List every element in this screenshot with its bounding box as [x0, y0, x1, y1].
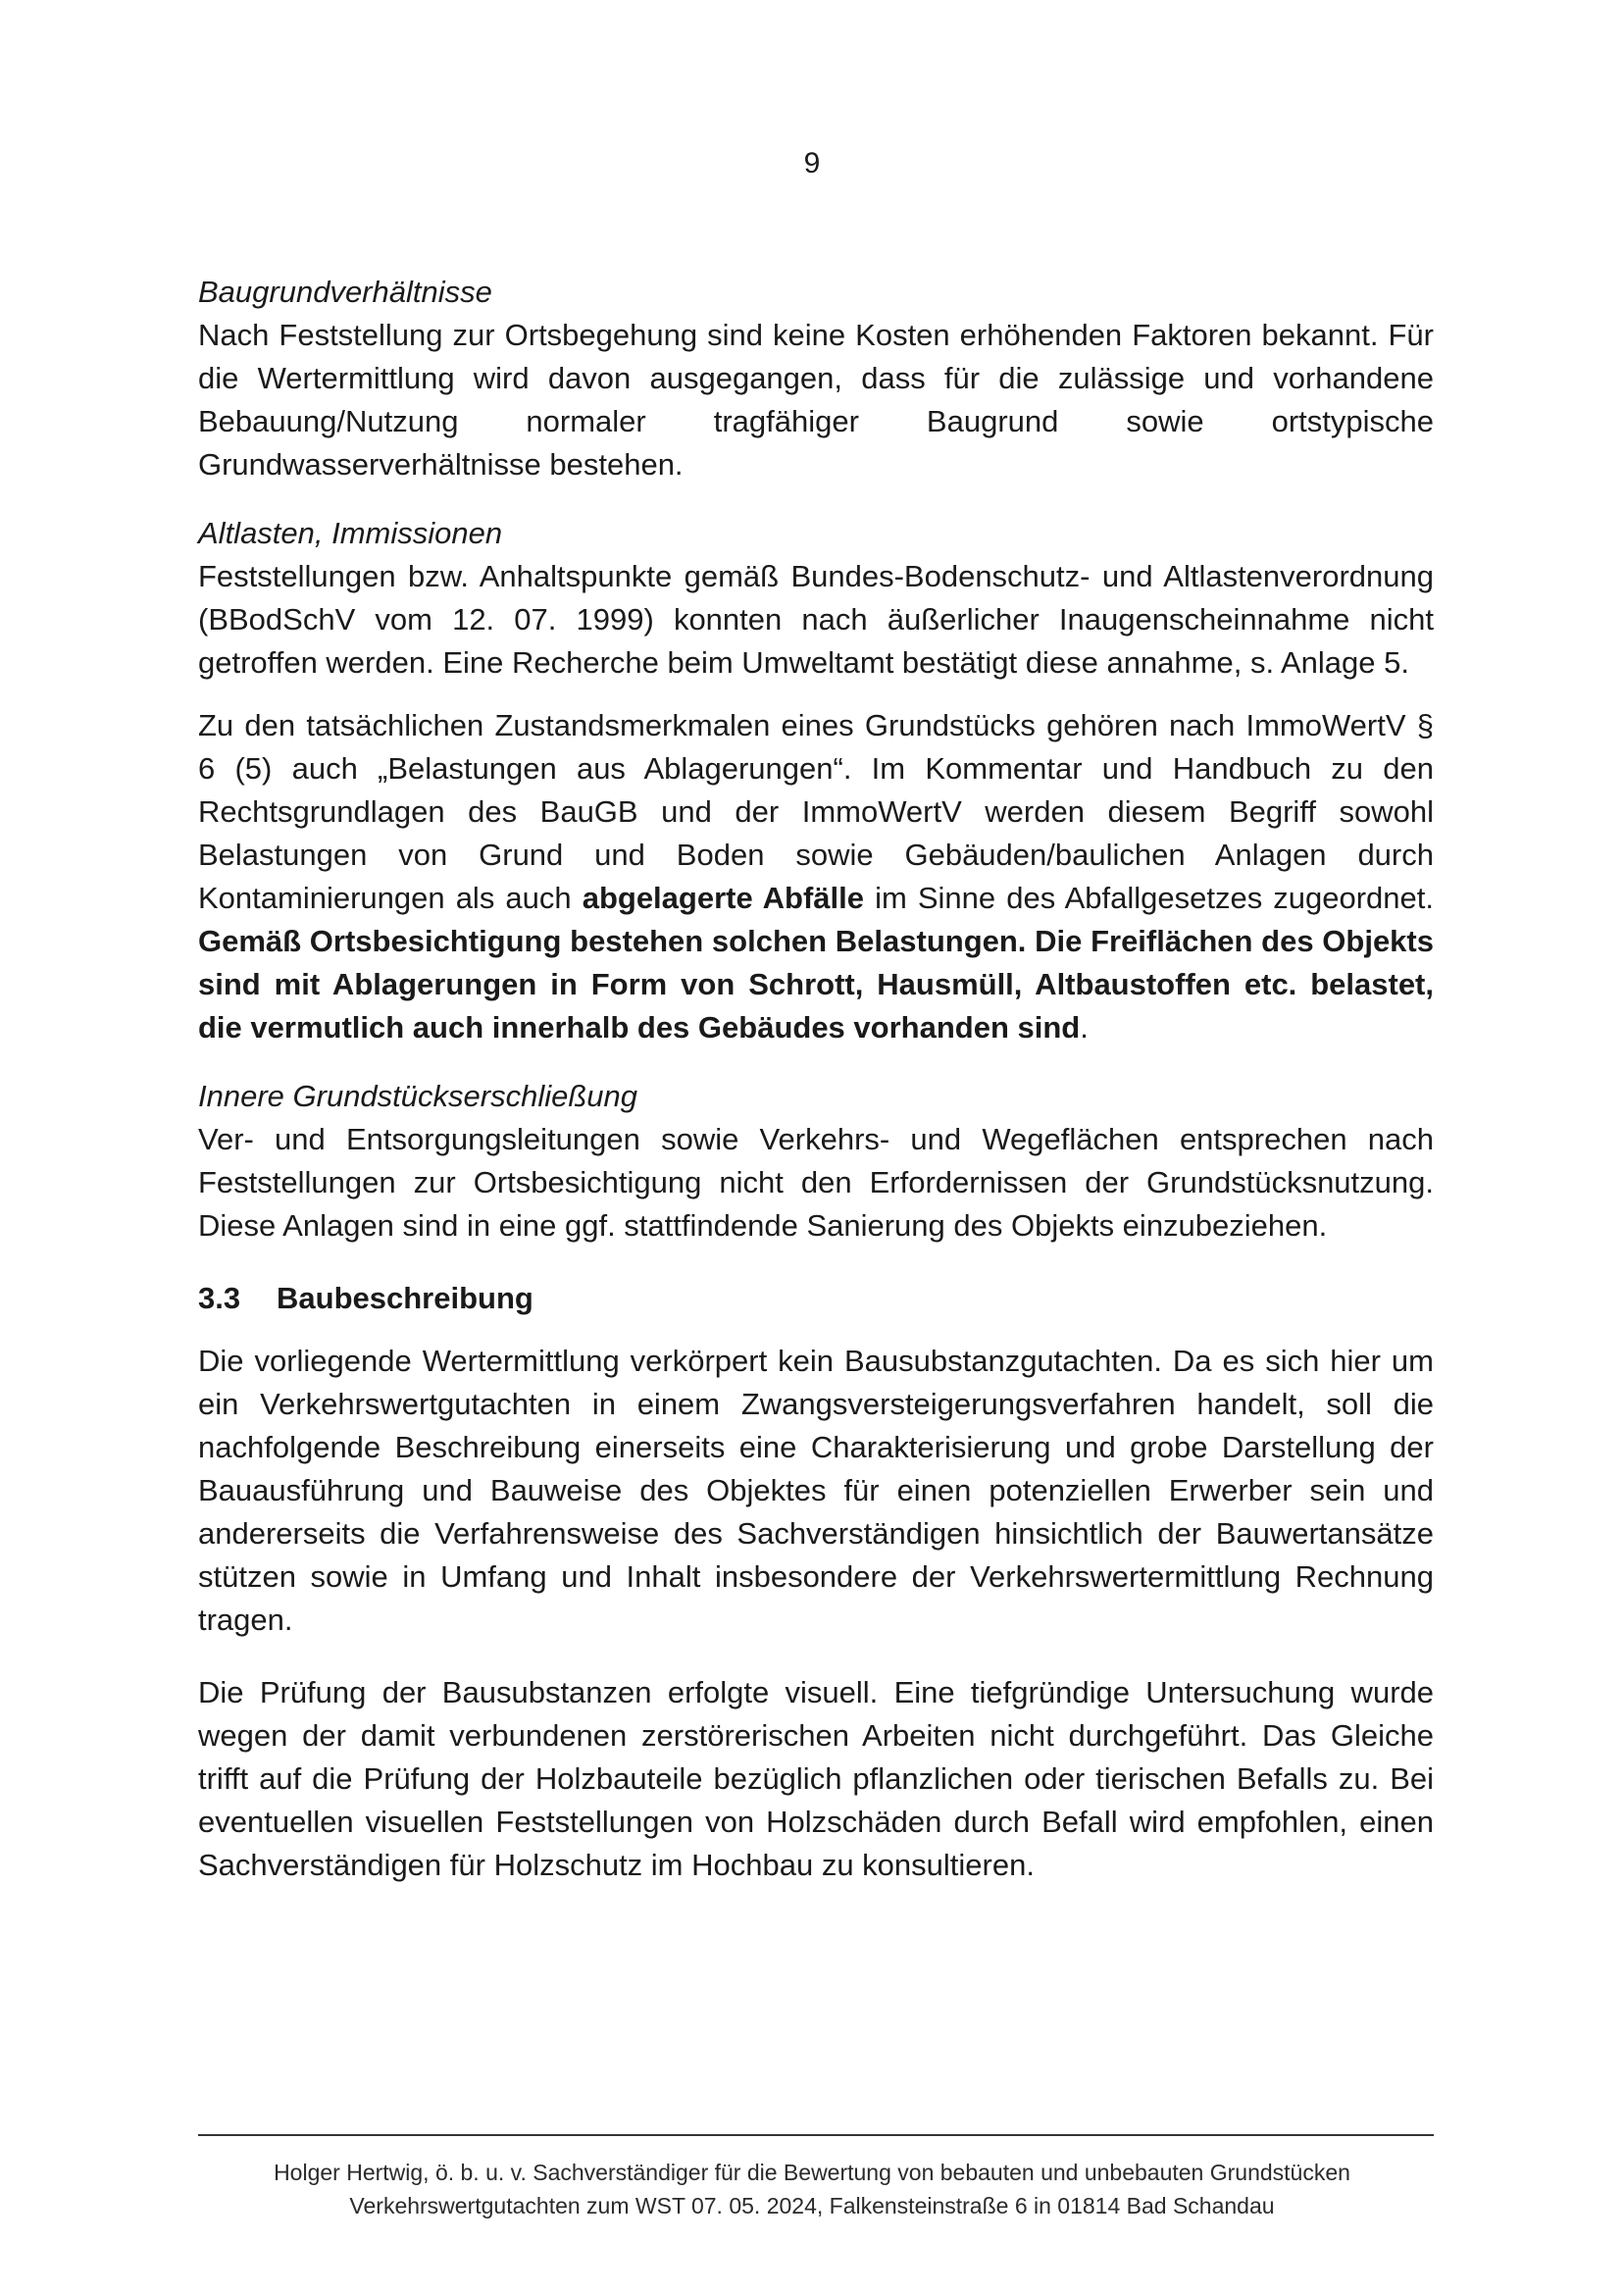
page-content [198, 271, 1434, 1887]
chapter-heading-baubeschreibung [198, 1277, 1434, 1320]
heading-baugrund: Baugrundverhältnisse [198, 275, 492, 309]
paragraph-baubeschreibung-1: Die vorliegende Wertermittlung verkörpert kein Bausubstanzgutachten. Da es sich hier um ein Verkehrswertgutachten in einem Zwangsversteigerungsverfahren handelt, soll die nachfolgende Beschreibung einerseits eine Charakterisierung und grobe Darstellung der Bauausführung und Bauweise des Objektes für einen potenziellen Erwerber sein und andererseits die Verfahrensweise des Sachverständigen hinsichtlich der Bauwertansätze stützen sowie in Umfang und Inhalt insbesondere der Verkehrswertermittlung Rechnung tragen. [198, 1344, 1434, 1637]
paragraph-baubeschreibung-2: Die Prüfung der Bausubstanzen erfolgte visuell. Eine tiefgründige Untersuchung wurde wegen der damit verbundenen zerstörerischen Arbeiten nicht durchgeführt. Das Gleiche trifft auf die Prüfung der Holzbauteile bezüglich pflanzlichen oder tierischen Befalls zu. Bei eventuellen visuellen Feststellungen von Holzschäden durch Befall wird empfohlen, einen Sachverständigen für Holzschutz im Hochbau zu konsultieren. [198, 1675, 1434, 1882]
page-number: 9 [803, 147, 821, 179]
altlasten-text-part1: Zu den tatsächlichen Zustandsmerkmalen eines Grundstücks gehören nach ImmoWertV § 6 (5) auch „Belastungen aus Ablagerungen“. Im Kommentar und Handbuch zu den Rechtsgrundlagen des BauGB und der ImmoWertV werden diesem Begriff sowohl Belastungen von Grund und Boden sowie Gebäuden/baulichen Anlagen durch Kontaminierungen als auch [198, 708, 1434, 915]
paragraph-altlasten-1: Feststellungen bzw. Anhaltspunkte gemäß Bundes-Bodenschutz- und Altlastenverordnung (BBodSchV vom 12. 07. 1999) konnten nach äußerlicher Inaugenscheinnahme nicht getroffen werden. Eine Recherche beim Umweltamt bestätigt diese annahme, s. Anlage 5. [198, 559, 1434, 680]
altlasten-text-end: . [1080, 1010, 1089, 1045]
footer-divider [198, 2134, 1434, 2136]
paragraph-erschliessung: Ver- und Entsorgungsleitungen sowie Verkehrs- und Wegeflächen entsprechen nach Feststellungen zur Ortsbesichtigung nicht den Erfordernissen der Grundstücksnutzung. Diese Anlagen sind in eine ggf. stattfindende Sanierung des Objekts einzubeziehen. [198, 1122, 1434, 1243]
heading-altlasten: Altlasten, Immissionen [198, 516, 503, 550]
footer-line-1: Holger Hertwig, ö. b. u. v. Sachverständiger für die Bewertung von bebauten und unbebauten Grundstücken [274, 2160, 1350, 2185]
altlasten-bold-belastungen: Gemäß Ortsbesichtigung bestehen solchen Belastungen. Die Freiflächen des Objekts sind mit Ablagerungen in Form von Schrott, Hausmüll, Altbaustoffen etc. belastet, die vermutlich auch innerhalb des Gebäudes vorhanden sind [198, 924, 1434, 1045]
heading-erschliessung: Innere Grundstückserschließung [198, 1079, 638, 1113]
chapter-number: 3.3 [198, 1281, 241, 1315]
chapter-title: Baubeschreibung [277, 1281, 533, 1315]
footer-line-2: Verkehrswertgutachten zum WST 07. 05. 2024, Falkensteinstraße 6 in 01814 Bad Schandau [349, 2193, 1275, 2218]
paragraph-baugrund: Nach Feststellung zur Ortsbegehung sind keine Kosten erhöhenden Faktoren bekannt. Für die Wertermittlung wird davon ausgegangen, dass für die zulässige und vorhandene Bebauung/Nutzung normaler tragfähiger Baugrund sowie ortstypische Grundwasserverhältnisse bestehen. [198, 318, 1434, 482]
paragraph-altlasten-2 [198, 704, 1434, 1049]
page-footer [0, 2156, 1624, 2222]
altlasten-text-part2: im Sinne des Abfallgesetzes zugeordnet. [864, 881, 1435, 915]
altlasten-bold-abfaelle: abgelagerte Abfälle [582, 881, 864, 915]
